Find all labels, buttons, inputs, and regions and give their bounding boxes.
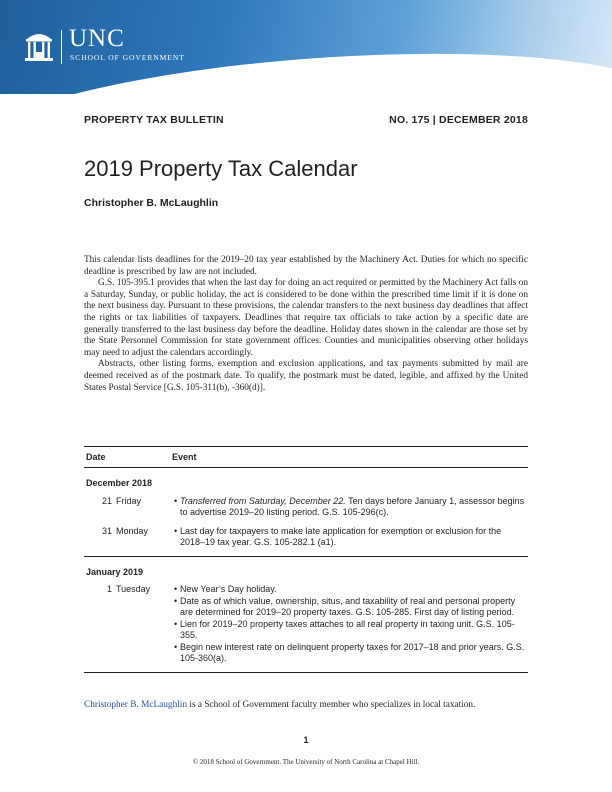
month-block-december-2018 bbox=[84, 478, 528, 549]
bulletin-issue: NO. 175 | DECEMBER 2018 bbox=[389, 114, 528, 126]
calendar-entry bbox=[84, 584, 528, 665]
logo-wordmark: UNC bbox=[69, 25, 125, 52]
header-banner bbox=[0, 0, 612, 94]
author-bio-link[interactable]: Christopher B. McLaughlin bbox=[84, 700, 188, 710]
column-header-date: Date bbox=[86, 452, 106, 462]
event-list bbox=[174, 584, 528, 665]
page-title: 2019 Property Tax Calendar bbox=[84, 156, 358, 181]
logo-subtitle: SCHOOL OF GOVERNMENT bbox=[70, 53, 185, 62]
event-item bbox=[174, 526, 528, 549]
intro-paragraph: Abstracts, other listing forms, exemption and exclusion applications, and tax payments submitted by mail are deemed received as of the postmark date. To qualify, the postmark must be dated, legible, and affixed by the United States Postal Service [G.S. 105-311(b), -360(d)]. bbox=[84, 359, 528, 393]
event-text: Date as of which value, ownership, situs, and taxability of real and personal property are determined for 2019–20 property taxes. G.S. 105-285. First day of listing period. bbox=[180, 595, 516, 617]
intro-paragraph: G.S. 105-395.1 provides that when the last day for doing an act required or permitted by the Machinery Act falls on a Saturday, Sunday, or public holiday, the act is considered to be done within the prescribed time limit if it is done on the next business day. Pursuant to these provisions, the calendar transfers to the next business day deadlines that affect the rights or tax liabilities of taxpayers. Deadlines that require tax officials to take action by a specific date are generally transferred to the last business day before the deadline. Holiday dates shown in the calendar are those set by the State Personnel Commission for state government offices. Counties and municipalities observing other holidays may need to adjust the calendars accordingly. bbox=[84, 278, 528, 358]
calendar-entry bbox=[84, 526, 528, 549]
month-block-january-2019 bbox=[84, 567, 528, 665]
event-text: Ten days before January 1, assessor begins to advertise 2019–20 listing period. G.S. 105-296(c). bbox=[180, 495, 525, 517]
calendar-table bbox=[84, 446, 528, 673]
intro-paragraph: This calendar lists deadlines for the 2019–20 tax year established by the Machinery Act. Duties for which no specific deadline is prescribed by law are not included. bbox=[84, 255, 528, 277]
entry-weekday: Friday bbox=[116, 495, 142, 506]
calendar-entry bbox=[84, 496, 528, 519]
table-bottom-rule bbox=[84, 672, 528, 673]
event-text: Lien for 2019–20 property taxes attaches to all real property in taxing unit. G.S. 105-355. bbox=[180, 618, 515, 640]
event-text: Last day for taxpayers to make late application for exemption or exclusion for the 2018–19 tax year. G.S. 105-282.1 (a1). bbox=[180, 525, 502, 547]
table-header-rule bbox=[84, 467, 528, 468]
entry-weekday: Tuesday bbox=[116, 584, 151, 594]
event-text: Begin new interest rate on delinquent property taxes for 2017–18 and prior years. G.S. 105-360(a). bbox=[180, 641, 525, 663]
entry-day: 1 bbox=[106, 584, 112, 594]
old-well-icon bbox=[25, 30, 53, 64]
event-text: New Year’s Day holiday. bbox=[180, 584, 277, 594]
event-note: Transferred from Saturday, December 22. bbox=[180, 495, 346, 506]
entry-day: 31 bbox=[101, 525, 112, 536]
entry-date bbox=[84, 526, 174, 549]
event-list bbox=[174, 526, 528, 549]
logo-divider bbox=[61, 30, 62, 64]
event-item bbox=[174, 496, 528, 519]
event-item bbox=[174, 584, 528, 596]
entry-date bbox=[84, 584, 174, 665]
month-label: December 2018 bbox=[86, 478, 153, 488]
event-item bbox=[174, 642, 528, 665]
month-divider bbox=[84, 556, 528, 557]
bulletin-series: PROPERTY TAX BULLETIN bbox=[84, 114, 224, 126]
month-label: January 2019 bbox=[86, 566, 144, 577]
entry-weekday: Monday bbox=[116, 525, 149, 536]
table-header bbox=[84, 447, 528, 467]
author-bio bbox=[84, 700, 528, 710]
event-item bbox=[174, 619, 528, 642]
event-item bbox=[174, 596, 528, 619]
author-byline: Christopher B. McLaughlin bbox=[84, 197, 219, 209]
copyright-notice: © 2018 School of Government. The University of North Carolina at Chapel Hill. bbox=[192, 758, 420, 766]
column-header-event: Event bbox=[172, 452, 197, 462]
page-number: 1 bbox=[303, 735, 309, 745]
entry-date bbox=[84, 496, 174, 519]
intro-text bbox=[84, 255, 528, 394]
event-list bbox=[174, 496, 528, 519]
author-bio-text: is a School of Government faculty member who specializes in local taxation. bbox=[187, 700, 476, 710]
entry-day: 21 bbox=[101, 495, 112, 506]
